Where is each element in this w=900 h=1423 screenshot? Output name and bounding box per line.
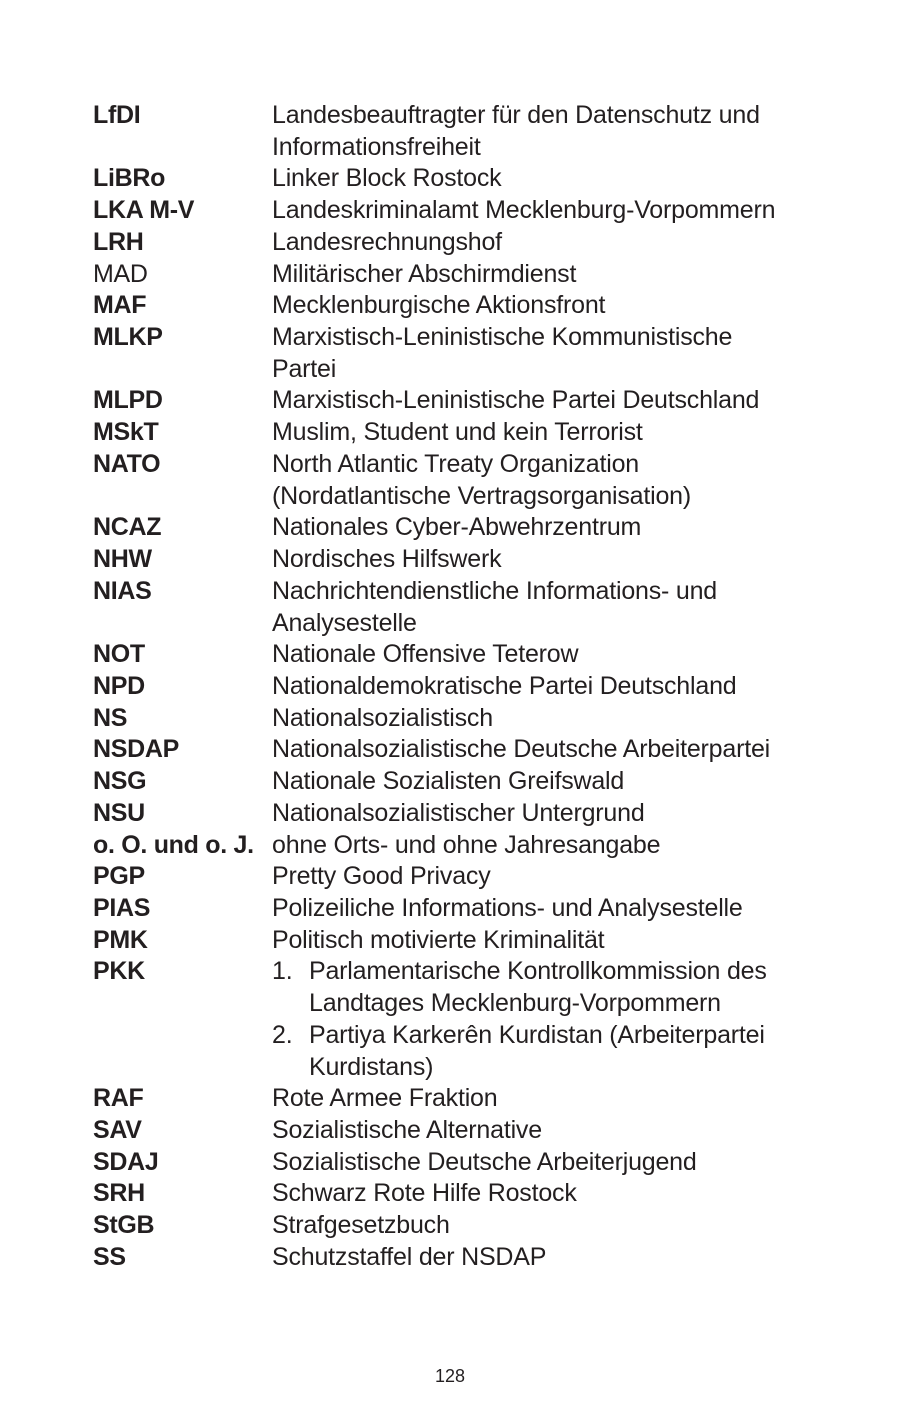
definition-line: Marxistisch-Leninistische Kommunistische <box>272 323 733 352</box>
definition-line: Analysestelle <box>272 608 417 637</box>
definition-line: Parlamentarische Kontrollkommission des <box>309 957 767 986</box>
abbreviation: NHW <box>93 545 152 574</box>
abbreviation-entry <box>93 322 853 385</box>
definition-line: Politisch motivierte Kriminalität <box>272 925 605 954</box>
definition-line: ohne Orts- und ohne Jahresangabe <box>272 830 661 859</box>
abbreviation: o. O. und o. J. <box>93 830 254 859</box>
abbreviation: PMK <box>93 925 148 954</box>
abbreviation-entry <box>93 1178 853 1210</box>
definition-line: Pretty Good Privacy <box>272 862 491 891</box>
abbreviation-entry <box>93 417 853 449</box>
definition-line: Schwarz Rote Hilfe Rostock <box>272 1179 577 1208</box>
abbreviation-entry <box>93 893 853 925</box>
definition-line: North Atlantic Treaty Organization <box>272 449 639 478</box>
definition-line: Kurdistans) <box>309 1052 434 1081</box>
abbreviation-entry <box>93 734 853 766</box>
abbreviation-entry <box>93 925 853 957</box>
abbreviation-entry <box>93 798 853 830</box>
abbreviation: NPD <box>93 671 145 700</box>
definition-line: Landesbeauftragter für den Datenschutz und <box>272 101 760 129</box>
abbreviation-entry <box>93 163 853 195</box>
definition-line: Informationsfreiheit <box>272 132 481 161</box>
abbreviation: NSDAP <box>93 735 180 764</box>
item-text <box>309 1020 765 1083</box>
abbreviation-entry <box>93 1147 853 1179</box>
definition-line: Nachrichtendienstliche Informations- und <box>272 576 718 605</box>
definition <box>272 100 853 163</box>
definition-line: Nationalsozialistisch <box>272 703 493 732</box>
definition <box>272 671 853 703</box>
abbreviation-entry <box>93 385 853 417</box>
abbreviation: NATO <box>93 449 161 478</box>
definition <box>272 1178 853 1210</box>
abbreviation-entry <box>93 544 853 576</box>
abbreviation-list <box>93 100 853 1274</box>
abbreviation-entry <box>93 290 853 322</box>
definition-line: Rote Armee Fraktion <box>272 1084 498 1113</box>
definition <box>272 1242 853 1274</box>
abbreviation-entry <box>93 449 853 512</box>
definition <box>272 893 853 925</box>
abbreviation-entry <box>93 195 853 227</box>
definition <box>272 703 853 735</box>
abbreviation-entry <box>93 100 853 163</box>
definition <box>272 417 853 449</box>
definition-line: Polizeiliche Informations- und Analysestelle <box>272 893 743 922</box>
abbreviation: PGP <box>93 862 145 891</box>
abbreviation-entry <box>93 1242 853 1274</box>
item-number: 1. <box>272 957 293 986</box>
definition-line: Nationale Offensive Teterow <box>272 640 579 669</box>
abbreviation: LKA M-V <box>93 196 195 225</box>
definition-line: Marxistisch-Leninistische Partei Deutschland <box>272 386 760 415</box>
abbreviation-entry <box>93 703 853 735</box>
abbreviation-entry <box>93 766 853 798</box>
abbreviation-entry <box>93 1210 853 1242</box>
abbreviation: NSG <box>93 767 147 796</box>
abbreviation: MLPD <box>93 386 163 415</box>
definition <box>272 259 853 291</box>
page-number: 128 <box>434 1366 466 1386</box>
definition-line: Partiya Karkerên Kurdistan (Arbeiterpartei <box>309 1020 765 1049</box>
definition <box>272 544 853 576</box>
abbreviation: NSU <box>93 798 145 827</box>
abbreviation: LRH <box>93 227 144 256</box>
abbreviation: NS <box>93 703 128 732</box>
definition <box>272 734 853 766</box>
definition <box>272 385 853 417</box>
abbreviation: PIAS <box>93 893 151 922</box>
definition-line: Partei <box>272 354 337 383</box>
definition-line: Nationalsozialistischer Untergrund <box>272 798 645 827</box>
definition <box>272 449 853 512</box>
numbered-definition <box>272 956 853 1019</box>
definition <box>272 512 853 544</box>
abbreviation: SRH <box>93 1179 145 1208</box>
definition <box>272 925 853 957</box>
definition-line: Nordisches Hilfswerk <box>272 545 502 574</box>
definition <box>272 798 853 830</box>
definition <box>272 576 853 639</box>
definition <box>272 830 853 862</box>
definition <box>272 290 853 322</box>
definition-line: (Nordatlantische Vertragsorganisation) <box>272 481 692 510</box>
abbreviation-entry <box>93 1115 853 1147</box>
definition <box>272 639 853 671</box>
definition-line: Schutzstaffel der NSDAP <box>272 1242 547 1271</box>
definition <box>272 1147 853 1179</box>
abbreviation: LiBRo <box>93 164 166 193</box>
abbreviation: StGB <box>93 1211 155 1240</box>
abbreviation: NCAZ <box>93 513 162 542</box>
definition-line: Nationale Sozialisten Greifswald <box>272 767 625 796</box>
abbreviation-entry <box>93 671 853 703</box>
definition <box>272 956 853 1083</box>
definition-line: Nationaldemokratische Partei Deutschland <box>272 671 737 700</box>
abbreviation-entry <box>93 956 853 1083</box>
item-text <box>309 956 767 1019</box>
definition <box>272 861 853 893</box>
abbreviation: SAV <box>93 1116 142 1144</box>
definition-line: Militärischer Abschirmdienst <box>272 259 577 288</box>
abbreviation: MLKP <box>93 323 163 352</box>
definition-line: Nationalsozialistische Deutsche Arbeiterpartei <box>272 735 771 764</box>
abbreviation: SS <box>93 1242 126 1271</box>
abbreviation-entry <box>93 227 853 259</box>
definition <box>272 195 853 227</box>
definition-line: Sozialistische Deutsche Arbeiterjugend <box>272 1147 697 1176</box>
abbreviation-entry <box>93 830 853 862</box>
definition <box>272 163 853 195</box>
abbreviation: LfDI <box>93 101 141 129</box>
definition <box>272 1115 853 1147</box>
definition-line: Mecklenburgische Aktionsfront <box>272 291 606 320</box>
definition <box>272 766 853 798</box>
abbreviation: PKK <box>93 957 145 986</box>
abbreviation: MAF <box>93 291 147 320</box>
definition-line: Linker Block Rostock <box>272 164 502 193</box>
definition <box>272 227 853 259</box>
abbreviation: RAF <box>93 1084 144 1113</box>
definition <box>272 1083 853 1115</box>
definition-line: Landtages Mecklenburg-Vorpommern <box>309 989 721 1018</box>
item-number: 2. <box>272 1020 293 1049</box>
definition-line: Strafgesetzbuch <box>272 1211 450 1240</box>
abbreviation: NIAS <box>93 576 152 605</box>
definition-line: Nationales Cyber-Abwehrzentrum <box>272 513 642 542</box>
numbered-definition <box>272 1020 853 1083</box>
definition-line: Landeskriminalamt Mecklenburg-Vorpommern <box>272 196 776 225</box>
abbreviation-entry <box>93 576 853 639</box>
definition <box>272 322 853 385</box>
definition <box>272 1210 853 1242</box>
abbreviation: NOT <box>93 640 145 669</box>
abbreviation-entry <box>93 512 853 544</box>
abbreviation-entry <box>93 259 853 291</box>
abbreviation: MSkT <box>93 418 159 447</box>
definition-line: Sozialistische Alternative <box>272 1116 542 1144</box>
abbreviation: MAD <box>93 259 148 288</box>
definition-line: Muslim, Student und kein Terrorist <box>272 418 643 447</box>
abbreviation: SDAJ <box>93 1147 159 1176</box>
abbreviation-entry <box>93 861 853 893</box>
abbreviation-entry <box>93 1083 853 1115</box>
definition-line: Landesrechnungshof <box>272 227 502 256</box>
abbreviation-entry <box>93 639 853 671</box>
